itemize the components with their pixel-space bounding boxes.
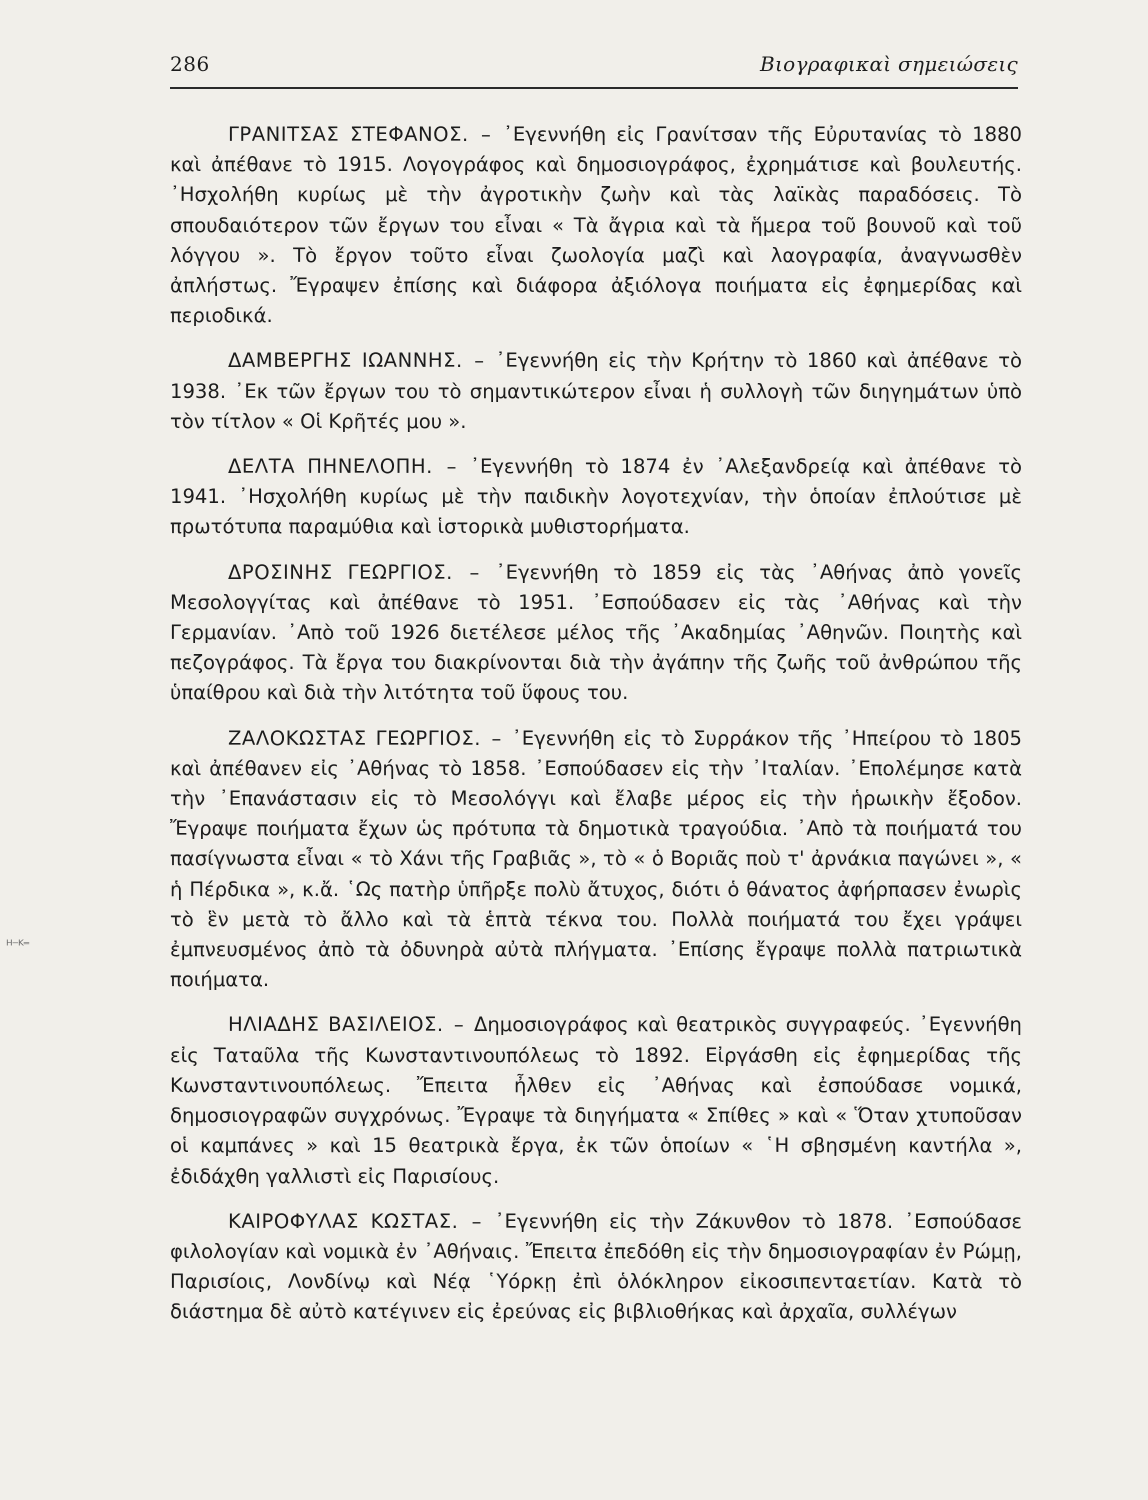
entry-name: ΚΑΙΡΟΦΥΛΑΣ ΚΩΣΤΑΣ. (228, 1209, 459, 1233)
entry-dash: – (471, 1209, 482, 1233)
entry-name: ΔΡΟΣΙΝΗΣ ΓΕΩΡΓΙΟΣ. (228, 560, 453, 584)
header-rule (170, 87, 1018, 89)
page-header (170, 46, 1018, 86)
entry-dash: – (469, 560, 480, 584)
entry-dash: – (446, 455, 457, 479)
entry-delta (170, 452, 1022, 543)
entry-text: ᾿Εγεννήθη εἰς Γρανίτσαν τῆς Εὐρυτανίας τὸ 1880 καὶ ἀπέθανε τὸ 1915. Λογογράφος καὶ δημοσιογράφος, ἐχρημάτισε καὶ βουλευτής. ᾿Ησχολήθη κυρίως μὲ τὴν ἀγροτικὴν ζωὴν καὶ τὰς λαϊκὰς παραδόσεις. Τὸ σπουδαιότερον τῶν ἔργων του εἶναι « Τὰ ἄγρια καὶ τὰ ἥμερα τοῦ βουνοῦ καὶ τοῦ λόγγου ». Τὸ ἔργον τοῦτο εἶναι ζωολογία μαζὶ καὶ λαογραφία, ἀναγνωσθὲν ἀπλήστως. Ἔγραψεν ἐπίσης καὶ διάφορα ἀξιόλογα ποιήματα εἰς ἐφημερίδας καὶ περιοδικά. (170, 123, 1022, 328)
entry-name: ΔΑΜΒΕΡΓΗΣ ΙΩΑΝΝΗΣ. (228, 349, 463, 373)
entry-name: ΖΑΛΟΚΩΣΤΑΣ ΓΕΩΡΓΙΟΣ. (228, 726, 481, 750)
entry-zalokostas (170, 724, 1022, 996)
entry-text: ᾿Εγεννήθη εἰς τὴν Κρήτην τὸ 1860 καὶ ἀπέθανε τὸ 1938. ᾿Εκ τῶν ἔργων του τὸ σημαντικώτερον εἶναι ἡ συλλογὴ τῶν διηγημάτων ὑπὸ τὸν τίτλον « Οἱ Κρῆτές μου ». (170, 349, 1023, 433)
entry-dash: – (453, 1013, 464, 1037)
entry-granitsas (170, 120, 1022, 331)
entry-text: ᾿Εγεννήθη τὸ 1874 ἐν ᾿Αλεξανδρείᾳ καὶ ἀπέθανε τὸ 1941. ᾿Ησχολήθη κυρίως μὲ τὴν παιδικὴν λογοτεχνίαν, τὴν ὁποίαν ἐπλούτισε μὲ πρωτότυπα παραμύθια καὶ ἱστορικὰ μυθιστορήματα. (170, 455, 1022, 539)
page-number: 286 (170, 52, 210, 76)
margin-mark: ⁠ᴴ⁻ᴷ⁼ (6, 938, 30, 954)
entry-text: ᾿Εγεννήθη εἰς τὸ Συρράκον τῆς ᾿Ηπείρου τὸ 1805 καὶ ἀπέθανεν εἰς ᾿Αθήνας τὸ 1858. ᾿Εσπούδασεν εἰς τὴν ᾿Ιταλίαν. ᾿Επολέμησε κατὰ τὴν ᾿Επανάστασιν εἰς τὸ Μεσολόγγι καὶ ἔλαβε μέρος εἰς τὴν ἡρωικὴν ἔξοδον. Ἔγραψε ποιήματα ἔχων ὡς πρότυπα τὰ δημοτικὰ τραγούδια. ᾿Απὸ τὰ ποιήματά του πασίγνωστα εἶναι « τὸ Χάνι τῆς Γραβιᾶς », τὸ « ὁ Βοριᾶς ποὺ τ' ἀρνάκια παγώνει », « ἡ Πέρδικα », κ.ἄ. ῾Ως πατὴρ ὑπῆρξε πολὺ ἄτυχος, διότι ὁ θάνατος ἀφήρπασεν ἐνωρὶς τὸ ἓν μετὰ τὸ ἄλλο καὶ τὰ ἑπτὰ τέκνα του. Πολλὰ ποιήματά του ἔχει γράψει ἐμπνευσμένος ἀπὸ τὰ ὀδυνηρὰ αὐτὰ πλήγματα. ᾿Επίσης ἔγραψε πολλὰ πατριωτικὰ ποιήματα. (170, 726, 1022, 992)
entry-iliadis (170, 1010, 1022, 1191)
entry-kairofylas (170, 1207, 1022, 1328)
entry-text: ᾿Εγεννήθη εἰς τὴν Ζάκυνθον τὸ 1878. ᾿Εσπούδασε φιλολογίαν καὶ νομικὰ ἐν ᾿Αθήναις. Ἔπειτα ἐπεδόθη εἰς τὴν δημοσιογραφίαν ἐν Ρώμῃ, Παρισίοις, Λονδίνῳ καὶ Νέᾳ ῾Υόρκῃ ἐπὶ ὁλόκληρον εἰκοσιπενταετίαν. Κατὰ τὸ διάστημα δὲ αὐτὸ κατέγινεν εἰς ἐρεύνας εἰς βιβλιοθήκας καὶ ἀρχαῖα, συλλέγων (170, 1209, 1022, 1324)
entry-damvergis (170, 346, 1022, 437)
running-title: Βιογραφικαὶ σημειώσεις (759, 52, 1018, 76)
entry-dash: – (481, 123, 491, 146)
entry-text: Δημοσιογράφος καὶ θεατρικὸς συγγραφεύς. ᾿Εγεννήθη εἰς Ταταῦλα τῆς Κωνσταντινουπόλεως τὸ 1892. Εἰργάσθη εἰς ἐφημερίδας τῆς Κωνσταντινουπόλεως. Ἔπειτα ἦλθεν εἰς ᾿Αθήνας καὶ ἐσπούδασε νομικά, δημοσιογραφῶν συγχρόνως. Ἔγραψε τὰ διηγήματα « Σπίθες » καὶ « Ὅταν χτυποῦσαν οἱ καμπάνες » καὶ 15 θεατρικὰ ἔργα, ἐκ τῶν ὁποίων « ῾Η σβησμένη καντήλα », ἐδιδάχθη γαλλιστὶ εἰς Παρισίους. (170, 1013, 1022, 1188)
entry-dash: – (474, 349, 485, 373)
entry-text: ᾿Εγεννήθη τὸ 1859 εἰς τὰς ᾿Αθήνας ἀπὸ γονεῖς Μεσολογγίτας καὶ ἀπέθανε τὸ 1951. ᾿Εσπούδασεν εἰς τὰς ᾿Αθήνας καὶ τὴν Γερμανίαν. ᾿Απὸ τοῦ 1926 διετέλεσε μέλος τῆς ᾿Ακαδημίας ᾿Αθηνῶν. Ποιητὴς καὶ πεζογράφος. Τὰ ἔργα του διακρίνονται διὰ τὴν ἀγάπην τῆς ζωῆς τοῦ ἀνθρώπου τῆς ὑπαίθρου καὶ διὰ τὴν λιτότητα τοῦ ὕφους του. (170, 560, 1022, 705)
entry-drosinis (170, 558, 1022, 709)
biography-notes (170, 120, 1022, 1343)
entry-name: ΓΡΑΝΙΤΣΑΣ ΣΤΕΦΑΝΟΣ. (228, 123, 469, 146)
entry-name: ΔΕΛΤΑ ΠΗΝΕΛΟΠΗ. (228, 455, 433, 479)
entry-name: ΗΛΙΑΔΗΣ ΒΑΣΙΛΕΙΟΣ. (228, 1013, 444, 1037)
entry-dash: – (491, 726, 502, 750)
